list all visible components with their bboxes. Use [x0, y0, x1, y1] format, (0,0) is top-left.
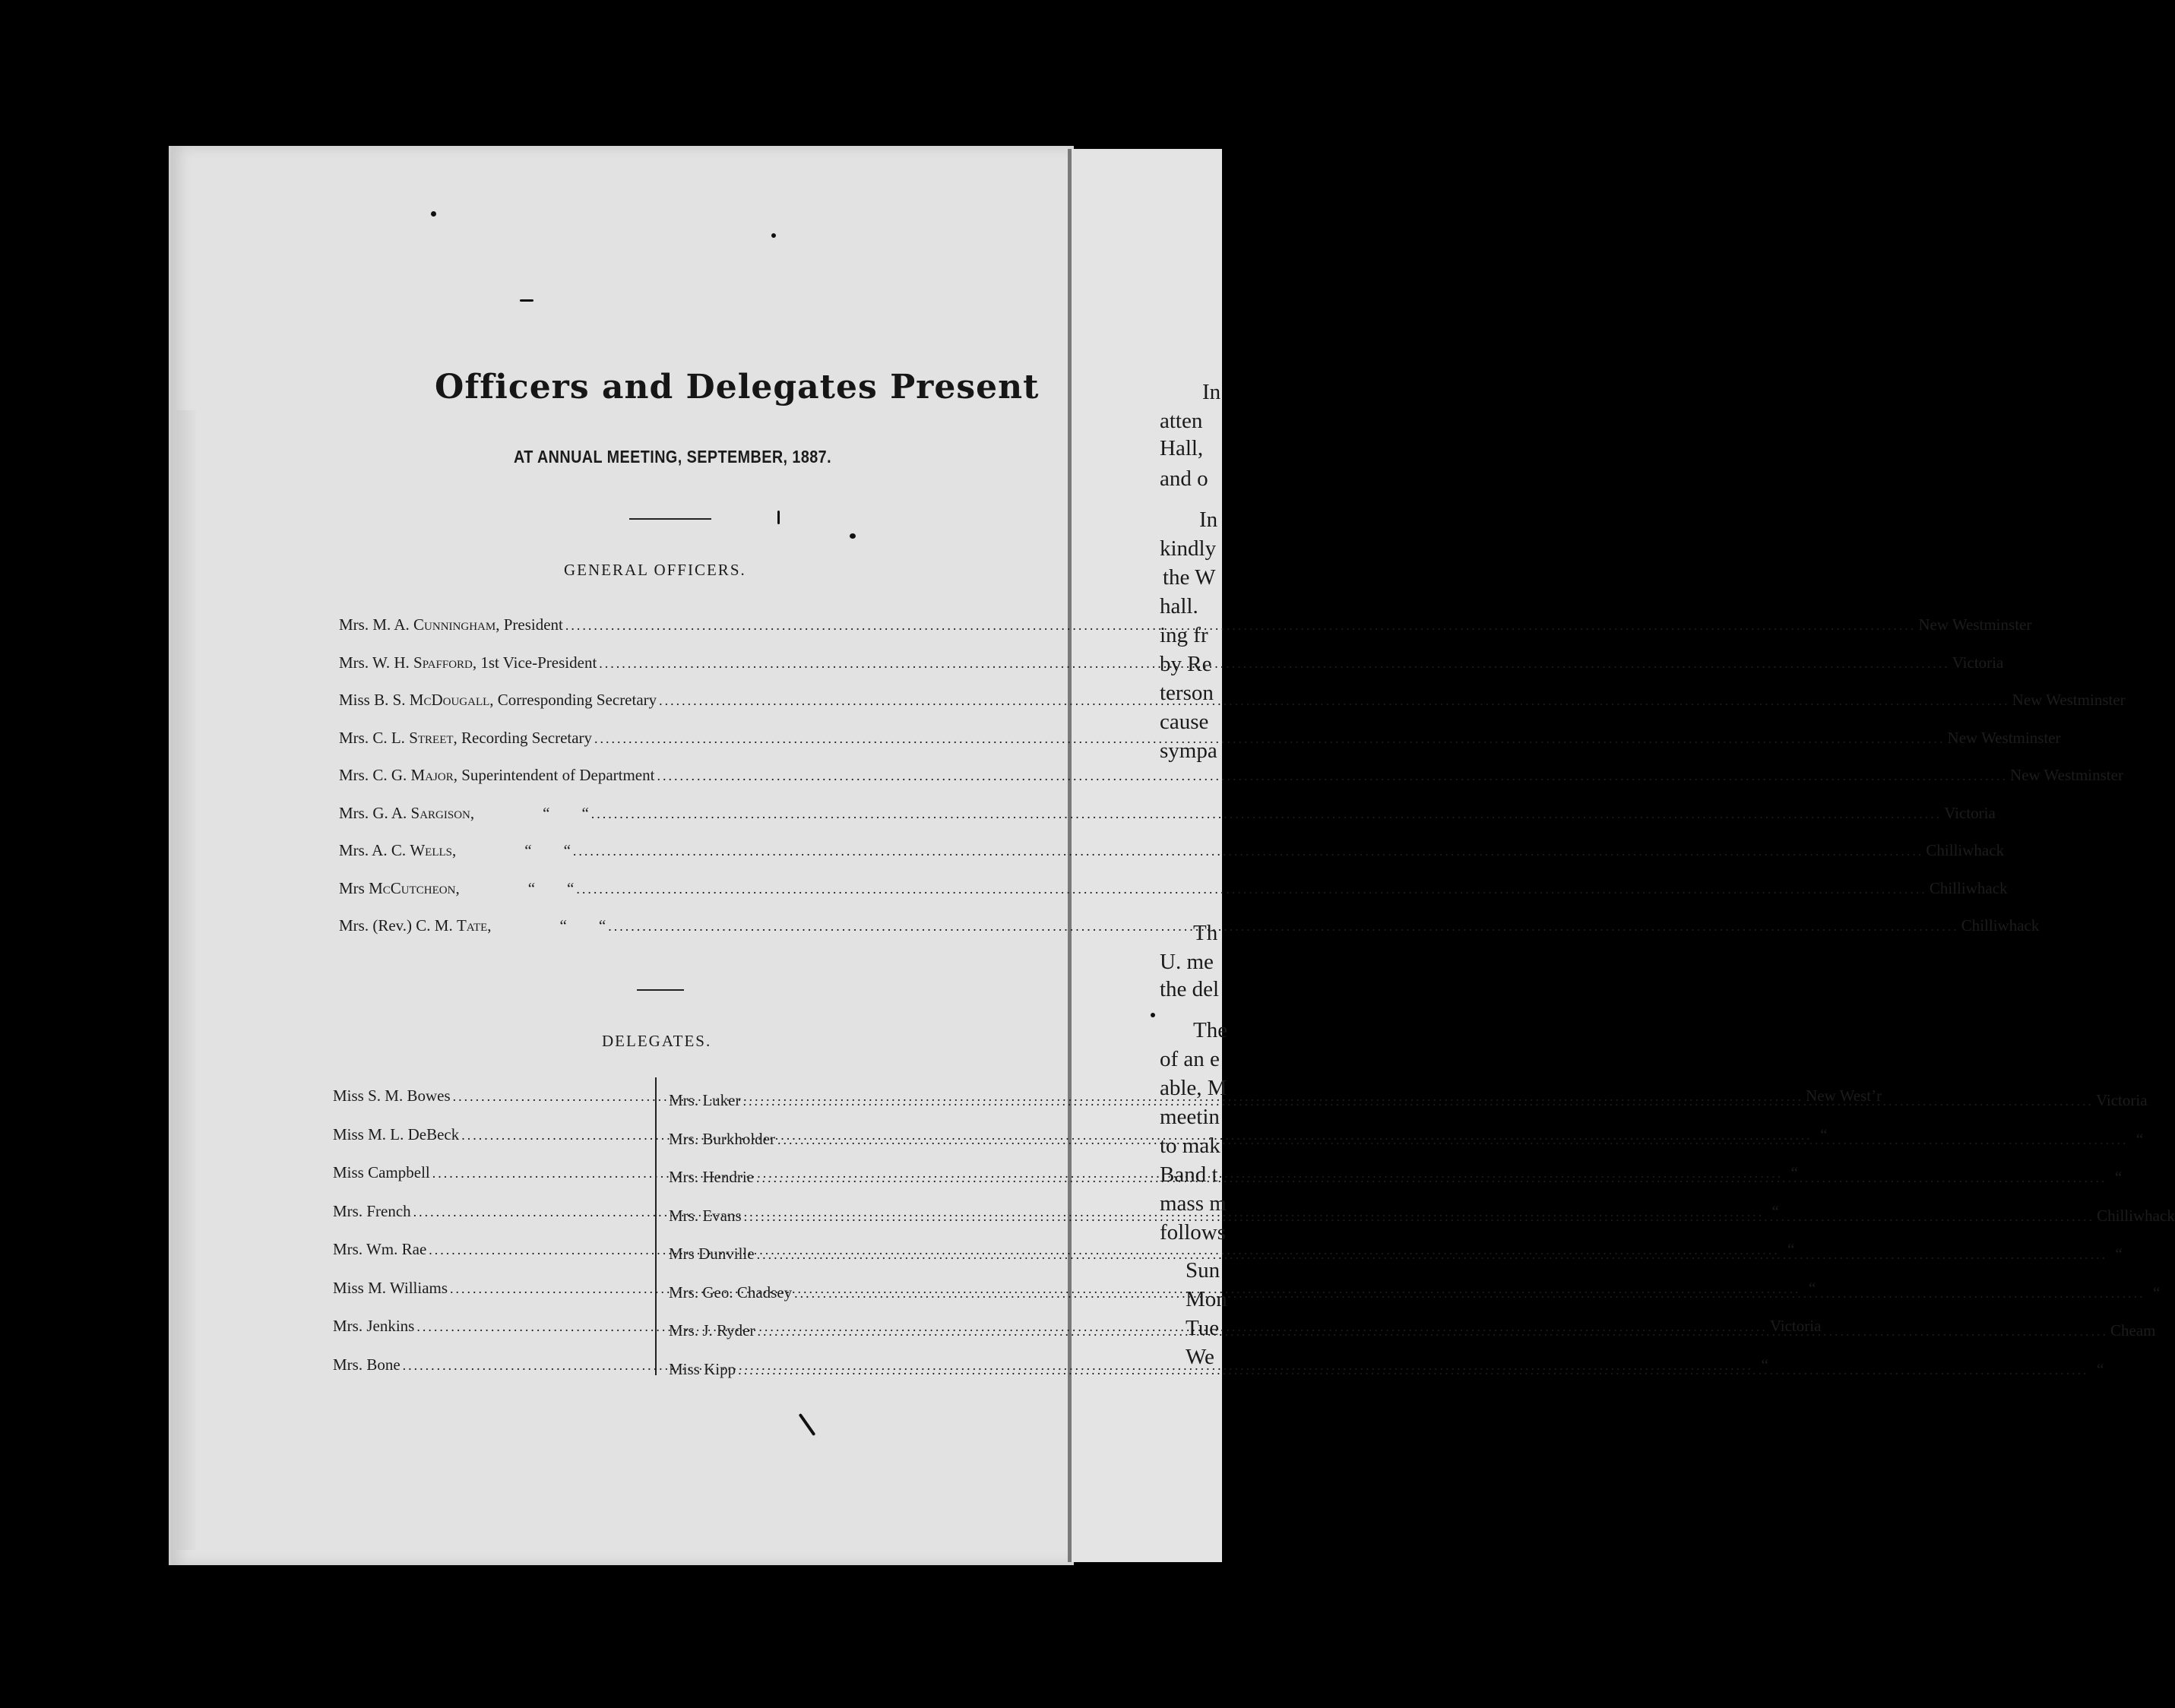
- ditto-mark: “ “: [524, 841, 571, 859]
- page-edge-shadow: [176, 410, 196, 1550]
- leader-dots: [744, 1206, 2095, 1227]
- leader-dots: [738, 1359, 2089, 1381]
- general-officers-heading: GENERAL OFFICERS.: [564, 561, 746, 579]
- officer-role: Superintendent of Department: [461, 766, 655, 784]
- delegates-heading: DELEGATES.: [602, 1032, 712, 1050]
- officer-surname: Wells,: [410, 841, 457, 859]
- facing-text-line: sympa: [1160, 739, 1217, 763]
- delegate-place: “: [2096, 1359, 2104, 1378]
- ditto-mark: “ “: [559, 916, 606, 935]
- facing-text-line: cause: [1160, 710, 1209, 734]
- facing-text-line: terson: [1160, 681, 1214, 705]
- facing-text-line: by Re: [1160, 652, 1212, 676]
- leader-dots: [757, 1244, 2108, 1265]
- officer-title: Mrs. C. G.: [339, 766, 407, 784]
- facing-text-line: atten: [1160, 409, 1203, 433]
- officer-place: Victoria: [1952, 653, 2004, 672]
- officer-name: [339, 840, 456, 861]
- delegate-place: New West’r: [1806, 1086, 1882, 1105]
- list-entry: [669, 1205, 2175, 1227]
- ditto-mark: “ “: [527, 878, 575, 897]
- delegate-name: Mrs. J. Ryder: [669, 1321, 755, 1340]
- officer-place: New Westminster: [2012, 691, 2126, 709]
- officer-place: Chilliwhack: [1929, 878, 2008, 897]
- list-entry: [669, 1358, 2104, 1381]
- officer-surname: Tate,: [456, 916, 492, 935]
- officer-role: Corresponding Secretary: [497, 691, 657, 709]
- officer-title: Mrs. C. L.: [339, 728, 405, 747]
- delegate-name: Miss M. Williams: [333, 1278, 448, 1297]
- officer-name: [339, 727, 592, 748]
- facing-text-line: Sun: [1186, 1258, 1220, 1283]
- delegate-place: Chilliwhack: [2097, 1206, 2175, 1225]
- facing-text-line: In: [1202, 380, 1221, 404]
- officer-place: New Westminster: [1947, 728, 2061, 747]
- list-entry: [339, 764, 2123, 786]
- scan-speck: [520, 299, 533, 302]
- leader-dots: [599, 653, 1950, 674]
- leader-dots: [591, 803, 1942, 824]
- list-entry: [669, 1243, 2123, 1265]
- leader-dots: [777, 1129, 2129, 1150]
- delegate-place: “: [2114, 1168, 2123, 1186]
- leader-dots: [742, 1090, 2094, 1112]
- officer-name: [339, 878, 460, 899]
- scan-speck: [431, 211, 436, 217]
- leader-dots: [794, 1283, 2145, 1304]
- officer-name: [339, 652, 597, 673]
- delegate-name: Mrs. Jenkins: [333, 1317, 415, 1335]
- facing-text-line: Th: [1193, 921, 1218, 945]
- officer-name: [339, 689, 657, 710]
- facing-text-line: We: [1186, 1345, 1214, 1369]
- officer-name: [339, 802, 474, 824]
- leader-dots: [594, 728, 1945, 749]
- officer-title: Mrs. (Rev.) C. M.: [339, 916, 453, 935]
- delegate-place: Victoria: [2095, 1091, 2148, 1109]
- delegate-place: “: [1771, 1201, 1779, 1220]
- delegate-place: Victoria: [1769, 1317, 1822, 1335]
- officer-name: [339, 614, 563, 635]
- officer-place: Victoria: [1944, 803, 1996, 822]
- delegate-name: Mrs. Burkholder: [669, 1129, 775, 1148]
- leader-dots: [657, 765, 2008, 786]
- facing-text-line: In: [1199, 508, 1218, 532]
- officer-title: Mrs. W. H.: [339, 653, 410, 672]
- title-rule: [629, 518, 711, 520]
- page-title: Officers and Delegates Present: [435, 368, 1040, 406]
- leader-dots: [576, 878, 1927, 900]
- officer-surname: McDougall,: [409, 691, 494, 709]
- officer-surname: Cunningham,: [413, 615, 500, 634]
- leader-dots: [608, 916, 1959, 937]
- facing-text-line: ing fr: [1160, 623, 1208, 647]
- scan-speck: [850, 533, 856, 539]
- officer-surname: Sargison,: [410, 803, 475, 822]
- leader-dots: [659, 690, 2010, 711]
- facing-text-line: kindly: [1160, 536, 1217, 561]
- officer-name: [339, 764, 654, 786]
- facing-text-line: to mak: [1160, 1134, 1220, 1158]
- delegate-place: “: [1787, 1240, 1795, 1258]
- facing-text-line: follows: [1160, 1220, 1226, 1245]
- facing-text-line: Band t: [1160, 1162, 1218, 1187]
- officer-title: Miss B. S.: [339, 691, 406, 709]
- officer-title: Mrs. G. A.: [339, 803, 407, 822]
- facing-text-line: Hall,: [1160, 436, 1204, 460]
- scan-speck: [771, 233, 776, 238]
- officer-title: Mrs: [339, 878, 365, 897]
- delegate-name: Miss M. L. DeBeck: [333, 1124, 460, 1143]
- delegate-place: “: [2152, 1283, 2161, 1302]
- ditto-mark: “ “: [543, 803, 589, 822]
- list-entry: [339, 727, 2061, 749]
- delegate-name: Mrs. Bone: [333, 1355, 400, 1374]
- delegate-name: Mrs Dunville: [669, 1245, 755, 1263]
- leader-dots: [565, 615, 1917, 636]
- officer-name: [339, 915, 492, 936]
- officer-title: Mrs. M. A.: [339, 615, 410, 634]
- officer-role: President: [503, 615, 563, 634]
- column-divider: [655, 1077, 657, 1375]
- facing-text-line: able, M: [1160, 1076, 1227, 1100]
- officer-place: New Westminster: [1918, 615, 2032, 634]
- delegate-name: Miss Campbell: [333, 1163, 430, 1181]
- officer-role: 1st Vice-President: [480, 653, 597, 672]
- delegate-name: Mrs. Luker: [669, 1091, 741, 1109]
- section-rule: [637, 989, 684, 991]
- officer-surname: Major,: [410, 766, 457, 784]
- delegate-name: Mrs. Wm. Rae: [333, 1240, 427, 1258]
- delegate-name: Mrs. Evans: [669, 1206, 742, 1225]
- officer-surname: Spafford,: [413, 653, 477, 672]
- officer-surname: McCutcheon,: [369, 878, 460, 897]
- leader-dots: [756, 1167, 2107, 1188]
- facing-text-line: U. me: [1160, 950, 1214, 974]
- facing-text-line: mass m: [1160, 1191, 1227, 1216]
- officer-place: Chilliwhack: [1926, 841, 2005, 859]
- list-entry: [339, 840, 2005, 862]
- facing-text-line: and o: [1160, 467, 1208, 491]
- list-entry: [339, 878, 2008, 900]
- delegate-name: Mrs. Geo. Chadsey: [669, 1283, 793, 1302]
- list-entry: [339, 802, 1996, 824]
- officer-place: New Westminster: [2009, 766, 2123, 784]
- delegate-name: Mrs. French: [333, 1201, 411, 1220]
- facing-text-line: the W: [1163, 565, 1216, 590]
- delegate-place: “: [2115, 1245, 2123, 1263]
- delegate-place: “: [1790, 1163, 1798, 1181]
- leader-dots: [573, 840, 1924, 862]
- facing-text-line: The: [1193, 1018, 1228, 1042]
- delegate-place: “: [1761, 1355, 1768, 1374]
- facing-text-line: Tue: [1186, 1316, 1220, 1340]
- delegate-name: Mrs. Hendrie: [669, 1168, 754, 1186]
- officer-role: Recording Secretary: [461, 728, 593, 747]
- delegate-name: Miss Kipp: [669, 1359, 736, 1378]
- delegate-name: Miss S. M. Bowes: [333, 1086, 451, 1105]
- facing-text-line: of an e: [1160, 1047, 1220, 1071]
- delegate-place: “: [1808, 1278, 1816, 1297]
- leader-dots: [758, 1321, 2109, 1342]
- officer-surname: Street,: [409, 728, 457, 747]
- page-subtitle: AT ANNUAL MEETING, SEPTEMBER, 1887.: [514, 447, 832, 467]
- delegate-place: “: [1820, 1124, 1828, 1143]
- facing-text-line: the del: [1160, 977, 1220, 1001]
- facing-text-line: meetin: [1160, 1105, 1220, 1129]
- scan-speck: [777, 511, 780, 524]
- delegate-place: “: [2135, 1129, 2144, 1148]
- officer-place: Chilliwhack: [1961, 916, 2040, 935]
- officer-title: Mrs. A. C.: [339, 841, 407, 859]
- delegate-place: Cheam: [2110, 1321, 2156, 1340]
- facing-text-line: Mon: [1186, 1287, 1227, 1311]
- scan-speck: [1151, 1013, 1155, 1017]
- facing-text-line: hall.: [1160, 594, 1198, 618]
